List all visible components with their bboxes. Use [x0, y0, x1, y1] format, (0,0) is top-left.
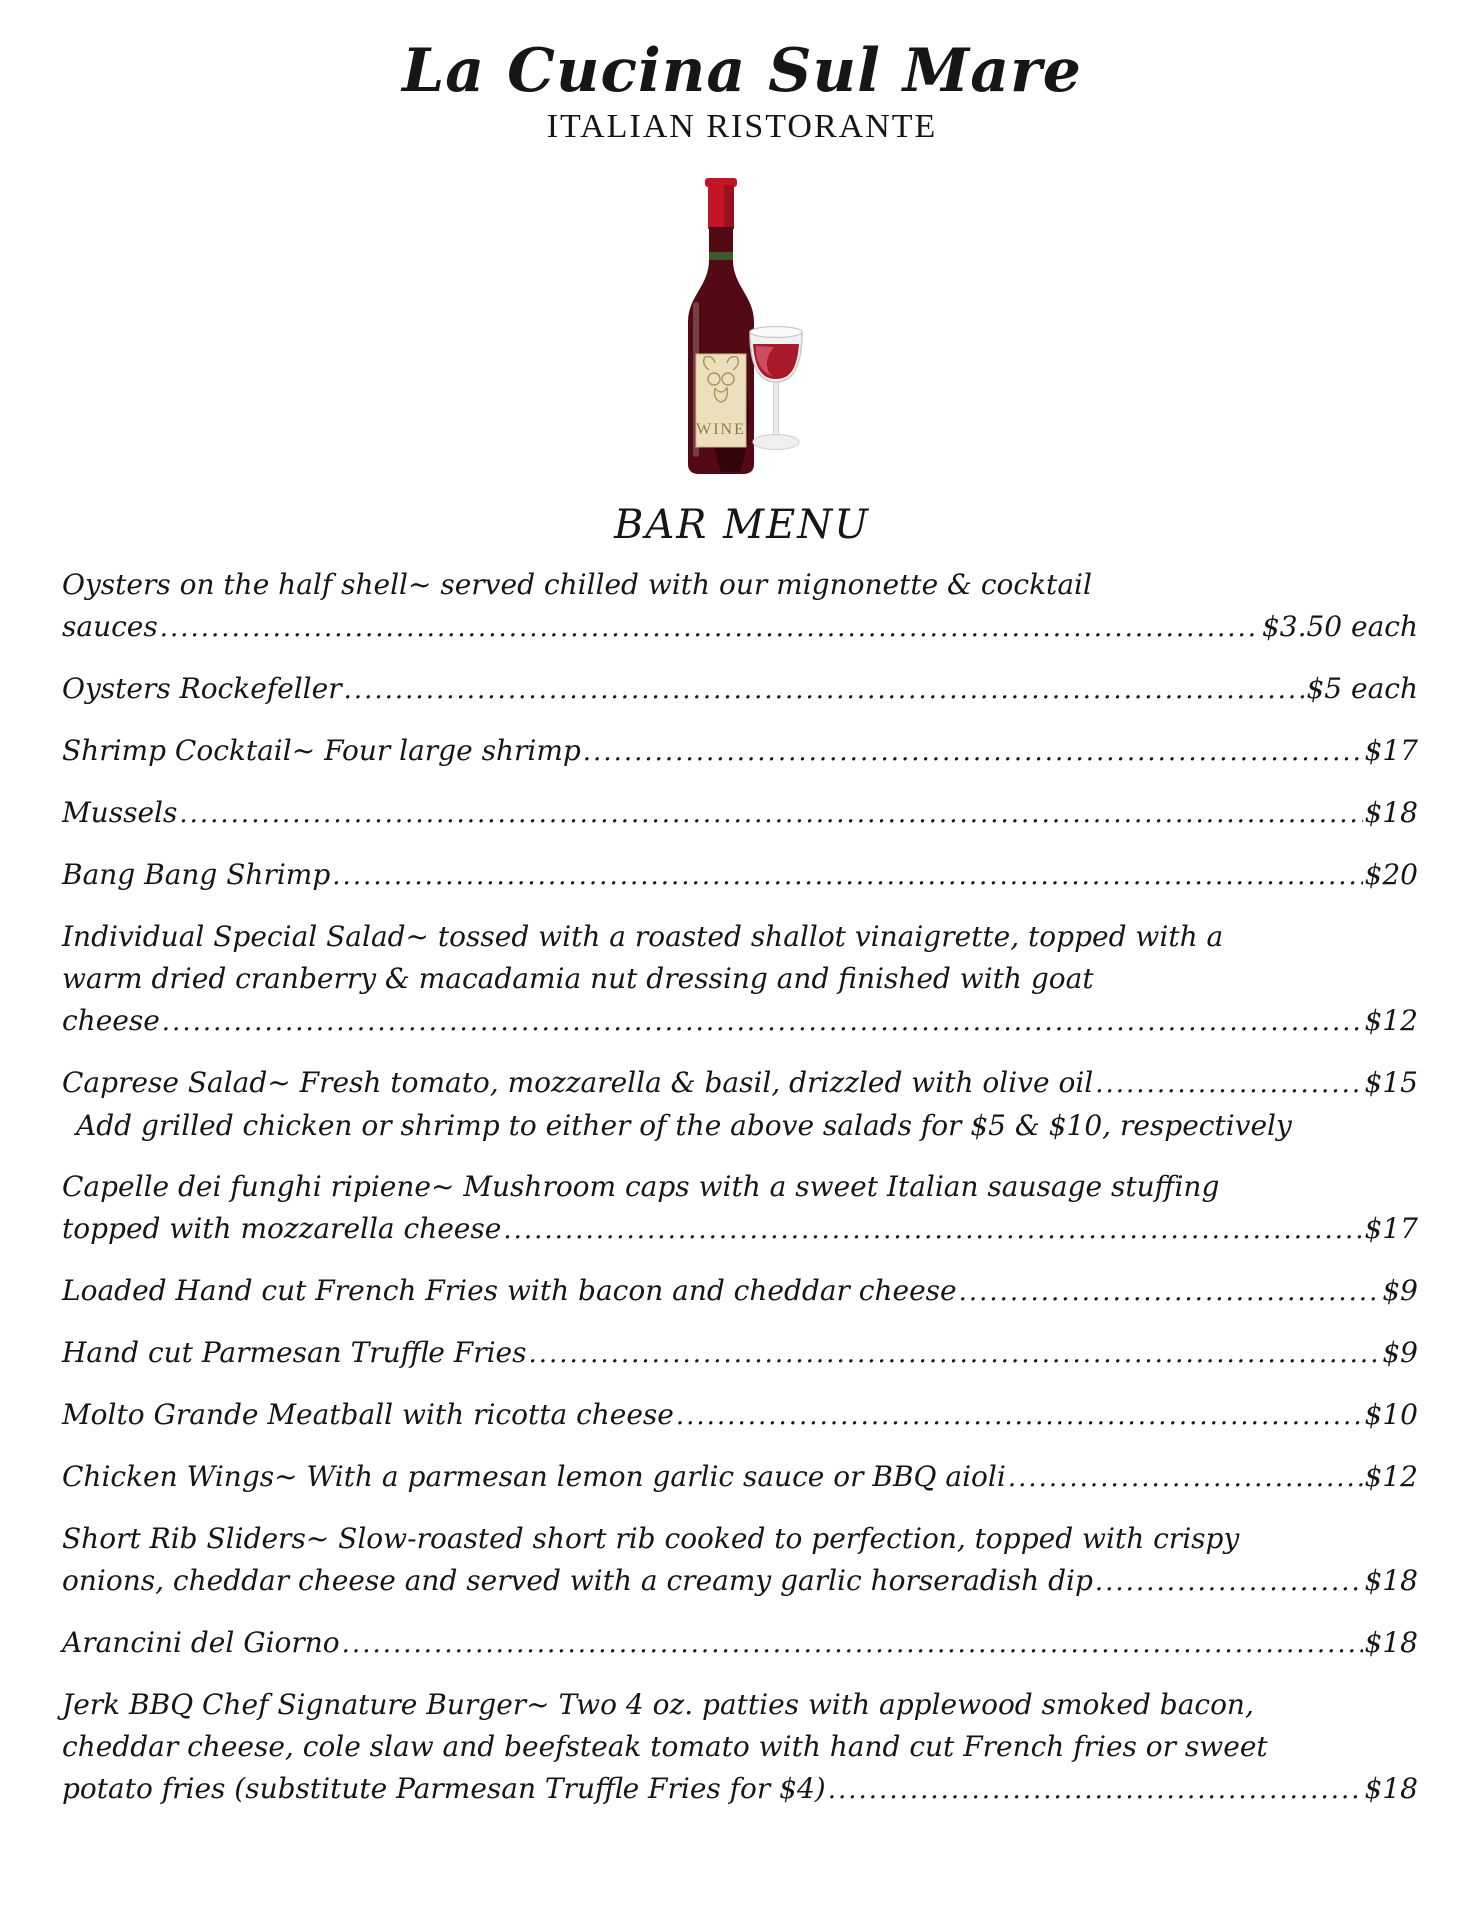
menu-item-price: $12: [1364, 1004, 1418, 1037]
wine-bottle-and-glass-image: [662, 172, 822, 484]
dotted-leader: [1095, 1560, 1363, 1603]
menu-item: [62, 1456, 1418, 1499]
menu-item-text-line: warm dried cranberry & macadamia nut dressing and finished with goat: [62, 962, 1094, 995]
menu-item-name: Caprese Salad~ Fresh tomato, mozzarella & basil, drizzled with olive oil: [62, 1066, 1094, 1099]
menu-item-name: Bang Bang Shrimp: [62, 858, 331, 891]
menu-section-title: BAR MENU: [614, 502, 870, 548]
menu-item-name: Chicken Wings~ With a parmesan lemon garlic sauce or BBQ aioli: [62, 1460, 1006, 1493]
menu-item: [62, 1166, 1418, 1251]
menu-item-price: $20: [1364, 858, 1418, 891]
dotted-leader: [344, 668, 1305, 711]
menu-item: [62, 1622, 1418, 1665]
menu-item-text-line: Jerk BBQ Chef Signature Burger~ Two 4 oz. patties with applewood smoked bacon,: [62, 1688, 1254, 1721]
menu-item-name: onions, cheddar cheese and served with a creamy garlic horseradish dip: [62, 1564, 1093, 1597]
menu-item-name: sauces: [62, 610, 158, 643]
menu-item-price-row: [62, 1270, 1418, 1313]
dotted-leader: [828, 1768, 1363, 1811]
menu-item-price: $5 each: [1306, 672, 1418, 705]
menu-item-price: $18: [1364, 1772, 1418, 1805]
dotted-leader: [1095, 1062, 1362, 1105]
menu-item-price-row: [62, 1456, 1418, 1499]
menu-item-price-row: [62, 1622, 1418, 1665]
menu-item-price-row: [62, 668, 1418, 711]
menu-item-price-row: [62, 606, 1418, 649]
menu-item-name: potato fries (substitute Parmesan Truffle Fries for $4): [62, 1772, 826, 1805]
menu-item-name: cheese: [62, 1004, 160, 1037]
menu-item: [62, 1062, 1418, 1147]
dotted-leader: [529, 1332, 1381, 1375]
dotted-leader: [160, 606, 1260, 649]
menu-item-price: $9: [1382, 1274, 1418, 1307]
dotted-leader: [179, 792, 1362, 835]
menu-item: [62, 1684, 1418, 1811]
menu-item-price-row: [62, 1560, 1418, 1603]
menu-item-price: $17: [1364, 734, 1418, 767]
menu-item-price: $18: [1364, 1564, 1418, 1597]
menu-item-price-row: [62, 1768, 1418, 1811]
menu-item-name: Molto Grande Meatball with ricotta cheese: [62, 1398, 674, 1431]
menu-item: [62, 1394, 1418, 1437]
menu-item: [62, 1270, 1418, 1313]
wine-glass-icon: [750, 327, 802, 450]
dotted-leader: [1008, 1456, 1363, 1499]
dotted-leader: [332, 854, 1362, 897]
menu-item: [62, 792, 1418, 835]
wine-bottle-icon: [688, 178, 754, 474]
menu-item-price-row: [62, 1000, 1418, 1043]
menu-item: [62, 1332, 1418, 1375]
dotted-leader: [162, 1000, 1363, 1043]
menu-header: [0, 0, 1484, 548]
menu-item-price-row: [62, 1394, 1418, 1437]
dotted-leader: [583, 730, 1363, 773]
menu-item-price: $18: [1364, 796, 1418, 829]
menu-item-text-line: Oysters on the half shell~ served chilled with our mignonette & cocktail: [62, 568, 1092, 601]
restaurant-type: ITALIAN RISTORANTE: [546, 108, 938, 145]
menu-item-name: Mussels: [62, 796, 178, 829]
restaurant-name: La Cucina Sul Mare: [402, 36, 1082, 106]
menu-item-price-row: [62, 1208, 1418, 1251]
menu-item-price: $18: [1364, 1626, 1418, 1659]
menu-item-name: topped with mozzarella cheese: [62, 1212, 502, 1245]
menu-item-price: $3.50 each: [1261, 610, 1418, 643]
menu-item-name: Arancini del Giorno: [62, 1626, 340, 1659]
menu-item-note: Add grilled chicken or shrimp to either of the above salads for $5 & $10, respectively: [76, 1109, 1292, 1142]
menu-item-price: $12: [1364, 1460, 1418, 1493]
menu-item-text-line: Capelle dei funghi ripiene~ Mushroom caps with a sweet Italian sausage stuffing: [62, 1170, 1220, 1203]
menu-item-price-row: [62, 730, 1418, 773]
dotted-leader: [342, 1622, 1363, 1665]
menu-item-price: $17: [1364, 1212, 1418, 1245]
dotted-leader: [959, 1270, 1381, 1313]
wine-bottle-label: [696, 354, 746, 447]
menu-item-price-row: [62, 792, 1418, 835]
menu-item-name: Oysters Rockefeller: [62, 672, 342, 705]
menu-item-price: $10: [1364, 1398, 1418, 1431]
menu-item-name: Loaded Hand cut French Fries with bacon and cheddar cheese: [62, 1274, 957, 1307]
menu-item-name: Shrimp Cocktail~ Four large shrimp: [62, 734, 581, 767]
menu-item-price-row: [62, 854, 1418, 897]
menu-items-list: [0, 548, 1484, 1811]
menu-item-text-line: Individual Special Salad~ tossed with a roasted shallot vinaigrette, topped with a: [62, 920, 1224, 953]
wine-label-text: WINE: [696, 421, 746, 438]
menu-item: [62, 730, 1418, 773]
menu-item-name: Hand cut Parmesan Truffle Fries: [62, 1336, 527, 1369]
wine-art-svg: [662, 172, 822, 484]
menu-item-text-line: cheddar cheese, cole slaw and beefsteak tomato with hand cut French fries or sweet: [62, 1730, 1268, 1763]
menu-item-price-row: [62, 1062, 1418, 1105]
dotted-leader: [676, 1394, 1363, 1437]
menu-item-price-row: [62, 1332, 1418, 1375]
menu-item-price: $9: [1382, 1336, 1418, 1369]
menu-item-price: $15: [1364, 1066, 1418, 1099]
menu-item: [62, 1518, 1418, 1603]
menu-item: [62, 668, 1418, 711]
menu-item: [62, 564, 1418, 649]
menu-item: [62, 916, 1418, 1043]
menu-item: [62, 854, 1418, 897]
menu-item-text-line: Short Rib Sliders~ Slow-roasted short rib cooked to perfection, topped with crispy: [62, 1522, 1240, 1555]
dotted-leader: [503, 1208, 1362, 1251]
